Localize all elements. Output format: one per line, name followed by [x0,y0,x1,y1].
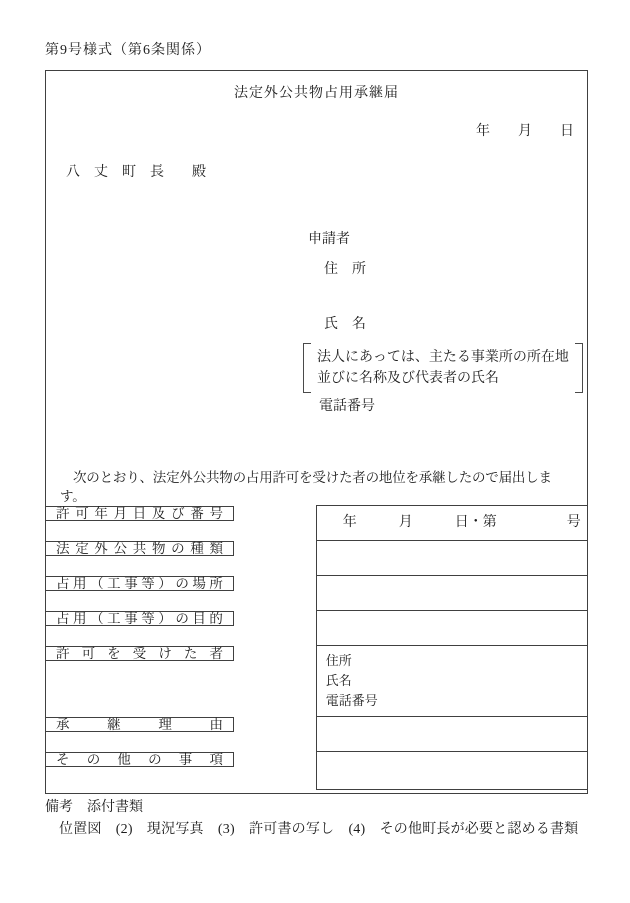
table-row [45,506,588,541]
corporate-note-text [311,343,575,393]
table-row [45,611,588,646]
addressee: 八 丈 町 長 殿 [66,165,206,180]
row-value-property-type [316,541,587,576]
corporate-note-line1: 法人にあっては、主たる事業所の所在地 [317,350,569,365]
row-label-permit-date-number: 許 可 年 月 日 及 び 番 号 [45,506,234,522]
row-value-permit-date-number: 年 月 日・第 号 [316,506,587,541]
row-value-occupation-place [316,576,587,611]
row-label-property-type: 法 定 外 公 共 物 の 種 類 [45,541,234,557]
declaration-text: 次のとおり、法定外公共物の占用許可を受けた者の地位を承継したので届出します。 [60,470,552,504]
row-value-permit-holder [316,646,587,717]
row-label-occupation-purpose: 占 用 （ 工 事 等 ） の 目 的 [45,611,234,627]
form-title: 法定外公共物占用承継届 [234,86,399,101]
row-label-succession-reason: 承 継 理 由 [45,717,234,733]
applicant-label: 申請者 [308,232,350,247]
permit-holder-name-label: 氏名 [325,673,352,688]
applicant-name-label: 氏 名 [324,317,366,332]
row-value-occupation-purpose [316,611,587,646]
form-outer-box [45,70,588,794]
row-value-succession-reason [316,717,587,752]
row-label-other-matters: そ の 他 の 事 項 [45,752,234,768]
date-line: 年 月 日 [476,124,574,139]
permit-holder-phone-label: 電話番号 [325,693,378,708]
table-row [45,717,588,752]
corporate-note [303,343,583,393]
permit-table [45,505,588,790]
row-label-permit-holder: 許 可 を 受 け た 者 [45,646,234,662]
corporate-note-line2: 並びに名称及び代表者の氏名 [317,371,499,386]
applicant-address-label: 住 所 [324,262,366,277]
remarks-items: 位置図 (2) 現況写真 (3) 許可書の写し (4) その他町長が必要と認める書類 [59,822,579,837]
form-code: 第9号様式（第6条関係） [45,43,211,58]
table-row [45,752,588,790]
row-label-occupation-place: 占 用 （ 工 事 等 ） の 場 所 [45,576,234,592]
row-value-other-matters [316,752,587,790]
left-bracket [303,343,311,393]
table-row [45,646,588,717]
table-row [45,576,588,611]
remarks-heading: 備考 添付書類 [45,800,143,815]
right-bracket [575,343,583,393]
table-row [45,541,588,576]
permit-holder-address-label: 住所 [325,653,352,668]
applicant-phone-label: 電話番号 [319,399,375,414]
